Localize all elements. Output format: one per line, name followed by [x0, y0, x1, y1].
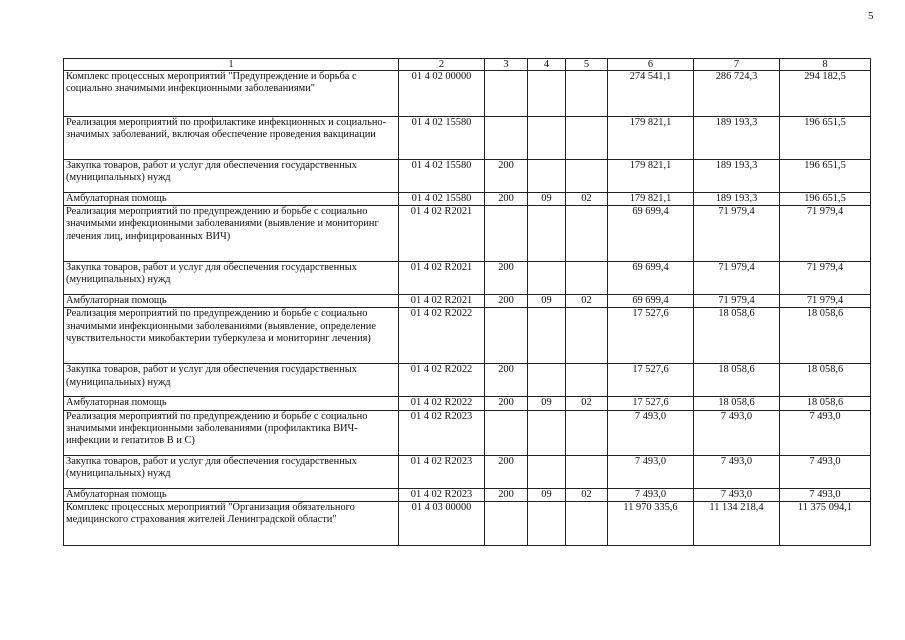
row-amount-col7: 7 493,0 [694, 410, 780, 455]
row-section [528, 71, 566, 117]
table-row [64, 160, 871, 193]
row-expense-type: 200 [485, 262, 528, 295]
table-row [64, 455, 871, 488]
row-expense-type: 200 [485, 160, 528, 193]
row-name: Амбулаторная помощь [64, 295, 399, 308]
row-amount-col6: 69 699,4 [608, 206, 694, 262]
row-amount-col6: 179 821,1 [608, 193, 694, 206]
row-subsection [566, 71, 608, 117]
header-cell: 1 [64, 59, 399, 71]
budget-table [63, 58, 871, 546]
row-expense-type: 200 [485, 397, 528, 410]
row-amount-col8: 196 651,5 [780, 160, 871, 193]
row-expense-type: 200 [485, 193, 528, 206]
row-expense-type: 200 [485, 364, 528, 397]
row-name: Реализация мероприятий по предупреждению и борьбе с социально значимыми инфекционными заболеваниями (профилактика ВИЧ-инфекции и гепатитов В и С) [64, 410, 399, 455]
row-amount-col8: 71 979,4 [780, 262, 871, 295]
row-subsection [566, 117, 608, 160]
row-code: 01 4 02 R2022 [399, 397, 485, 410]
row-section [528, 117, 566, 160]
page-number: 5 [868, 10, 874, 22]
table-row [64, 410, 871, 455]
row-subsection: 02 [566, 193, 608, 206]
row-subsection [566, 160, 608, 193]
row-amount-col7: 71 979,4 [694, 262, 780, 295]
table-row [64, 488, 871, 501]
row-expense-type [485, 206, 528, 262]
row-name: Амбулаторная помощь [64, 193, 399, 206]
row-name: Амбулаторная помощь [64, 488, 399, 501]
row-subsection [566, 308, 608, 364]
row-subsection [566, 501, 608, 545]
row-amount-col7: 7 493,0 [694, 488, 780, 501]
row-amount-col7: 71 979,4 [694, 206, 780, 262]
row-amount-col8: 7 493,0 [780, 488, 871, 501]
header-cell: 8 [780, 59, 871, 71]
row-code: 01 4 02 R2022 [399, 308, 485, 364]
row-amount-col6: 274 541,1 [608, 71, 694, 117]
row-name: Закупка товаров, работ и услуг для обеспечения государственных (муниципальных) нужд [64, 364, 399, 397]
table-row [64, 117, 871, 160]
row-expense-type [485, 410, 528, 455]
row-section [528, 410, 566, 455]
row-amount-col6: 17 527,6 [608, 397, 694, 410]
row-amount-col8: 18 058,6 [780, 397, 871, 410]
row-amount-col6: 17 527,6 [608, 308, 694, 364]
row-amount-col6: 179 821,1 [608, 117, 694, 160]
row-amount-col7: 18 058,6 [694, 364, 780, 397]
row-subsection [566, 364, 608, 397]
row-section [528, 455, 566, 488]
table-body [64, 71, 871, 546]
table-row [64, 206, 871, 262]
row-subsection: 02 [566, 397, 608, 410]
row-amount-col8: 7 493,0 [780, 455, 871, 488]
row-amount-col7: 7 493,0 [694, 455, 780, 488]
header-cell: 5 [566, 59, 608, 71]
row-amount-col6: 17 527,6 [608, 364, 694, 397]
header-cell: 6 [608, 59, 694, 71]
row-expense-type: 200 [485, 488, 528, 501]
row-section [528, 501, 566, 545]
row-expense-type [485, 501, 528, 545]
row-amount-col8: 71 979,4 [780, 206, 871, 262]
header-row [64, 59, 871, 71]
row-name: Комплекс процессных мероприятий "Предупреждение и борьба с социально значимыми инфекционными заболеваниями" [64, 71, 399, 117]
row-code: 01 4 02 R2023 [399, 410, 485, 455]
row-subsection [566, 410, 608, 455]
row-section [528, 308, 566, 364]
row-amount-col6: 69 699,4 [608, 295, 694, 308]
table-row [64, 193, 871, 206]
row-section [528, 160, 566, 193]
row-section [528, 262, 566, 295]
header-cell: 2 [399, 59, 485, 71]
row-amount-col7: 11 134 218,4 [694, 501, 780, 545]
row-amount-col7: 189 193,3 [694, 117, 780, 160]
row-section: 09 [528, 193, 566, 206]
row-name: Закупка товаров, работ и услуг для обеспечения государственных (муниципальных) нужд [64, 455, 399, 488]
row-code: 01 4 02 R2022 [399, 364, 485, 397]
row-name: Комплекс процессных мероприятий "Организация обязательного медицинского страхования жителей Ленинградской области" [64, 501, 399, 545]
row-section: 09 [528, 488, 566, 501]
row-section [528, 364, 566, 397]
row-section: 09 [528, 295, 566, 308]
row-code: 01 4 02 00000 [399, 71, 485, 117]
row-amount-col8: 18 058,6 [780, 308, 871, 364]
row-amount-col8: 294 182,5 [780, 71, 871, 117]
row-amount-col7: 286 724,3 [694, 71, 780, 117]
table-row [64, 364, 871, 397]
row-code: 01 4 02 15580 [399, 193, 485, 206]
row-amount-col6: 7 493,0 [608, 455, 694, 488]
row-amount-col6: 69 699,4 [608, 262, 694, 295]
row-subsection [566, 262, 608, 295]
row-code: 01 4 02 15580 [399, 117, 485, 160]
row-amount-col8: 11 375 094,1 [780, 501, 871, 545]
row-expense-type: 200 [485, 455, 528, 488]
row-section [528, 206, 566, 262]
header-cell: 3 [485, 59, 528, 71]
table-row [64, 295, 871, 308]
row-amount-col6: 7 493,0 [608, 488, 694, 501]
row-code: 01 4 02 R2023 [399, 455, 485, 488]
row-amount-col8: 71 979,4 [780, 295, 871, 308]
row-expense-type [485, 71, 528, 117]
row-name: Амбулаторная помощь [64, 397, 399, 410]
row-code: 01 4 02 R2021 [399, 262, 485, 295]
row-amount-col8: 196 651,5 [780, 117, 871, 160]
row-name: Реализация мероприятий по профилактике инфекционных и социально-значимых заболеваний, включая обеспечение проведения вакцинации [64, 117, 399, 160]
row-name: Реализация мероприятий по предупреждению и борьбе с социально значимыми инфекционными заболеваниями (выявление и мониторинг лечения лиц, инфицированных ВИЧ) [64, 206, 399, 262]
row-section: 09 [528, 397, 566, 410]
row-amount-col7: 71 979,4 [694, 295, 780, 308]
row-expense-type [485, 117, 528, 160]
row-amount-col7: 189 193,3 [694, 193, 780, 206]
row-amount-col6: 11 970 335,6 [608, 501, 694, 545]
row-amount-col8: 196 651,5 [780, 193, 871, 206]
row-subsection [566, 206, 608, 262]
row-subsection [566, 455, 608, 488]
row-amount-col6: 7 493,0 [608, 410, 694, 455]
row-subsection: 02 [566, 295, 608, 308]
header-cell: 4 [528, 59, 566, 71]
row-amount-col7: 18 058,6 [694, 308, 780, 364]
table-row [64, 308, 871, 364]
row-amount-col8: 7 493,0 [780, 410, 871, 455]
row-name: Реализация мероприятий по предупреждению и борьбе с социально значимыми инфекционными заболеваниями (выявление, определение чувствительности микобактерии туберкулеза и мониторинг лечения) [64, 308, 399, 364]
row-amount-col7: 189 193,3 [694, 160, 780, 193]
header-cell: 7 [694, 59, 780, 71]
table-row [64, 501, 871, 545]
row-subsection: 02 [566, 488, 608, 501]
row-expense-type: 200 [485, 295, 528, 308]
table-row [64, 71, 871, 117]
row-name: Закупка товаров, работ и услуг для обеспечения государственных (муниципальных) нужд [64, 262, 399, 295]
row-code: 01 4 02 15580 [399, 160, 485, 193]
row-amount-col6: 179 821,1 [608, 160, 694, 193]
row-amount-col8: 18 058,6 [780, 364, 871, 397]
row-name: Закупка товаров, работ и услуг для обеспечения государственных (муниципальных) нужд [64, 160, 399, 193]
table-row [64, 397, 871, 410]
row-code: 01 4 02 R2021 [399, 295, 485, 308]
table-row [64, 262, 871, 295]
row-code: 01 4 02 R2021 [399, 206, 485, 262]
row-expense-type [485, 308, 528, 364]
row-amount-col7: 18 058,6 [694, 397, 780, 410]
row-code: 01 4 02 R2023 [399, 488, 485, 501]
row-code: 01 4 03 00000 [399, 501, 485, 545]
